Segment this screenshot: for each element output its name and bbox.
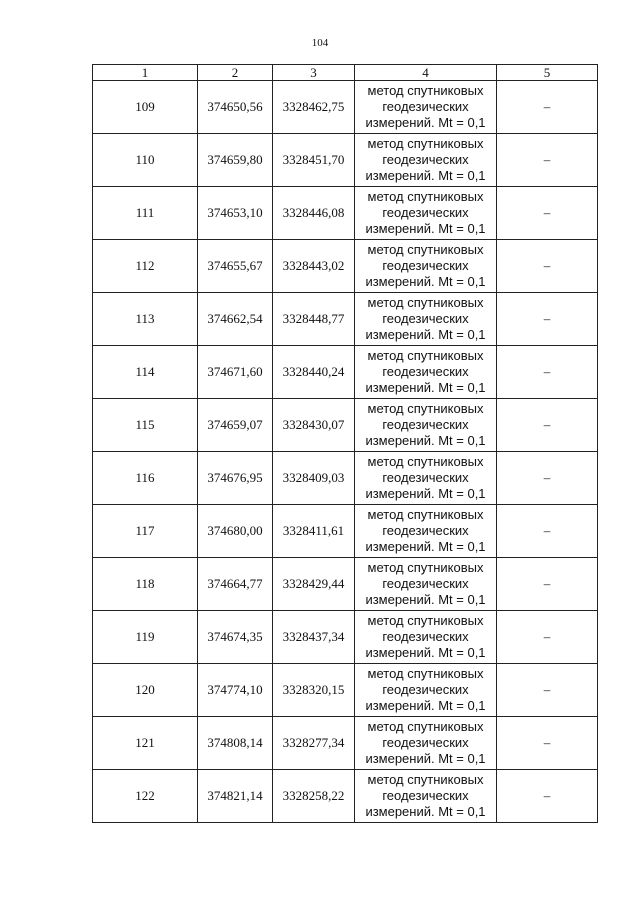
method-line-3: измерений. Mt = 0,1	[365, 592, 486, 607]
coord-y: 3328411,61	[273, 505, 355, 558]
coord-y: 3328437,34	[273, 611, 355, 664]
method-line-3: измерений. Mt = 0,1	[365, 115, 486, 130]
point-number: 120	[93, 664, 198, 717]
coord-x: 374774,10	[198, 664, 273, 717]
method-line-3: измерений. Mt = 0,1	[365, 645, 486, 660]
method-line-2: геодезических	[382, 205, 469, 220]
table-row	[93, 293, 598, 346]
method-cell	[355, 346, 497, 399]
method-line-3: измерений. Mt = 0,1	[365, 751, 486, 766]
method-cell	[355, 664, 497, 717]
method-line-1: метод спутниковых	[367, 454, 484, 469]
coord-y: 3328451,70	[273, 134, 355, 187]
method-line-2: геодезических	[382, 364, 469, 379]
method-line-2: геодезических	[382, 523, 469, 538]
table-row	[93, 452, 598, 505]
coord-x: 374664,77	[198, 558, 273, 611]
coordinates-table	[92, 64, 598, 823]
method-line-3: измерений. Mt = 0,1	[365, 539, 486, 554]
point-number: 117	[93, 505, 198, 558]
point-number: 122	[93, 770, 198, 823]
method-line-2: геодезических	[382, 152, 469, 167]
table-row	[93, 399, 598, 452]
method-line-3: измерений. Mt = 0,1	[365, 804, 486, 819]
method-cell	[355, 81, 497, 134]
method-line-2: геодезических	[382, 417, 469, 432]
method-cell	[355, 611, 497, 664]
method-line-1: метод спутниковых	[367, 295, 484, 310]
method-line-1: метод спутниковых	[367, 348, 484, 363]
coord-x: 374676,95	[198, 452, 273, 505]
method-line-3: измерений. Mt = 0,1	[365, 486, 486, 501]
method-line-3: измерений. Mt = 0,1	[365, 168, 486, 183]
table-body	[93, 81, 598, 823]
coord-y: 3328409,03	[273, 452, 355, 505]
point-number: 111	[93, 187, 198, 240]
point-number: 118	[93, 558, 198, 611]
method-cell	[355, 558, 497, 611]
note-cell: –	[497, 611, 598, 664]
table-header-row	[93, 65, 598, 81]
table-row	[93, 134, 598, 187]
method-line-3: измерений. Mt = 0,1	[365, 221, 486, 236]
coord-y: 3328430,07	[273, 399, 355, 452]
note-cell: –	[497, 399, 598, 452]
page-number: 104	[311, 37, 329, 49]
coord-y: 3328462,75	[273, 81, 355, 134]
point-number: 114	[93, 346, 198, 399]
method-cell	[355, 717, 497, 770]
coord-y: 3328440,24	[273, 346, 355, 399]
method-cell	[355, 505, 497, 558]
method-cell	[355, 452, 497, 505]
note-cell: –	[497, 717, 598, 770]
method-line-1: метод спутниковых	[367, 772, 484, 787]
method-cell	[355, 399, 497, 452]
method-line-1: метод спутниковых	[367, 719, 484, 734]
method-line-3: измерений. Mt = 0,1	[365, 433, 486, 448]
coord-x: 374650,56	[198, 81, 273, 134]
coord-x: 374659,80	[198, 134, 273, 187]
table-row	[93, 770, 598, 823]
coord-x: 374653,10	[198, 187, 273, 240]
method-line-2: геодезических	[382, 99, 469, 114]
note-cell: –	[497, 134, 598, 187]
note-cell: –	[497, 770, 598, 823]
coord-y: 3328258,22	[273, 770, 355, 823]
method-line-3: измерений. Mt = 0,1	[365, 698, 486, 713]
coord-x: 374655,67	[198, 240, 273, 293]
header-col-2: 2	[198, 65, 273, 81]
method-line-1: метод спутниковых	[367, 560, 484, 575]
note-cell: –	[497, 452, 598, 505]
coord-x: 374821,14	[198, 770, 273, 823]
method-cell	[355, 293, 497, 346]
point-number: 115	[93, 399, 198, 452]
point-number: 121	[93, 717, 198, 770]
header-col-3: 3	[273, 65, 355, 81]
method-line-1: метод спутниковых	[367, 507, 484, 522]
method-line-2: геодезических	[382, 735, 469, 750]
method-line-1: метод спутниковых	[367, 401, 484, 416]
note-cell: –	[497, 81, 598, 134]
point-number: 110	[93, 134, 198, 187]
table-row	[93, 717, 598, 770]
table-row	[93, 81, 598, 134]
table-row	[93, 505, 598, 558]
method-line-2: геодезических	[382, 788, 469, 803]
table-row	[93, 558, 598, 611]
method-line-1: метод спутниковых	[367, 83, 484, 98]
point-number: 119	[93, 611, 198, 664]
method-line-1: метод спутниковых	[367, 613, 484, 628]
coord-x: 374662,54	[198, 293, 273, 346]
method-line-1: метод спутниковых	[367, 666, 484, 681]
method-line-2: геодезических	[382, 576, 469, 591]
point-number: 109	[93, 81, 198, 134]
coord-y: 3328443,02	[273, 240, 355, 293]
method-line-1: метод спутниковых	[367, 136, 484, 151]
method-line-1: метод спутниковых	[367, 242, 484, 257]
method-cell	[355, 240, 497, 293]
method-cell	[355, 134, 497, 187]
note-cell: –	[497, 240, 598, 293]
table-row	[93, 187, 598, 240]
coord-y: 3328277,34	[273, 717, 355, 770]
table-row	[93, 664, 598, 717]
coord-x: 374680,00	[198, 505, 273, 558]
coord-y: 3328320,15	[273, 664, 355, 717]
coord-y: 3328429,44	[273, 558, 355, 611]
note-cell: –	[497, 346, 598, 399]
method-cell	[355, 187, 497, 240]
table-row	[93, 346, 598, 399]
coord-x: 374674,35	[198, 611, 273, 664]
method-line-1: метод спутниковых	[367, 189, 484, 204]
method-line-3: измерений. Mt = 0,1	[365, 380, 486, 395]
method-line-2: геодезических	[382, 682, 469, 697]
point-number: 116	[93, 452, 198, 505]
coord-x: 374659,07	[198, 399, 273, 452]
method-line-2: геодезических	[382, 311, 469, 326]
point-number: 113	[93, 293, 198, 346]
coord-x: 374808,14	[198, 717, 273, 770]
method-line-2: геодезических	[382, 258, 469, 273]
note-cell: –	[497, 505, 598, 558]
coord-y: 3328446,08	[273, 187, 355, 240]
method-line-2: геодезических	[382, 629, 469, 644]
method-line-3: измерений. Mt = 0,1	[365, 327, 486, 342]
point-number: 112	[93, 240, 198, 293]
method-line-2: геодезических	[382, 470, 469, 485]
note-cell: –	[497, 187, 598, 240]
method-line-3: измерений. Mt = 0,1	[365, 274, 486, 289]
note-cell: –	[497, 293, 598, 346]
method-cell	[355, 770, 497, 823]
header-col-5: 5	[497, 65, 598, 81]
coord-y: 3328448,77	[273, 293, 355, 346]
header-col-4: 4	[355, 65, 497, 81]
table-row	[93, 611, 598, 664]
note-cell: –	[497, 558, 598, 611]
coord-x: 374671,60	[198, 346, 273, 399]
header-col-1: 1	[93, 65, 198, 81]
table-row	[93, 240, 598, 293]
note-cell: –	[497, 664, 598, 717]
